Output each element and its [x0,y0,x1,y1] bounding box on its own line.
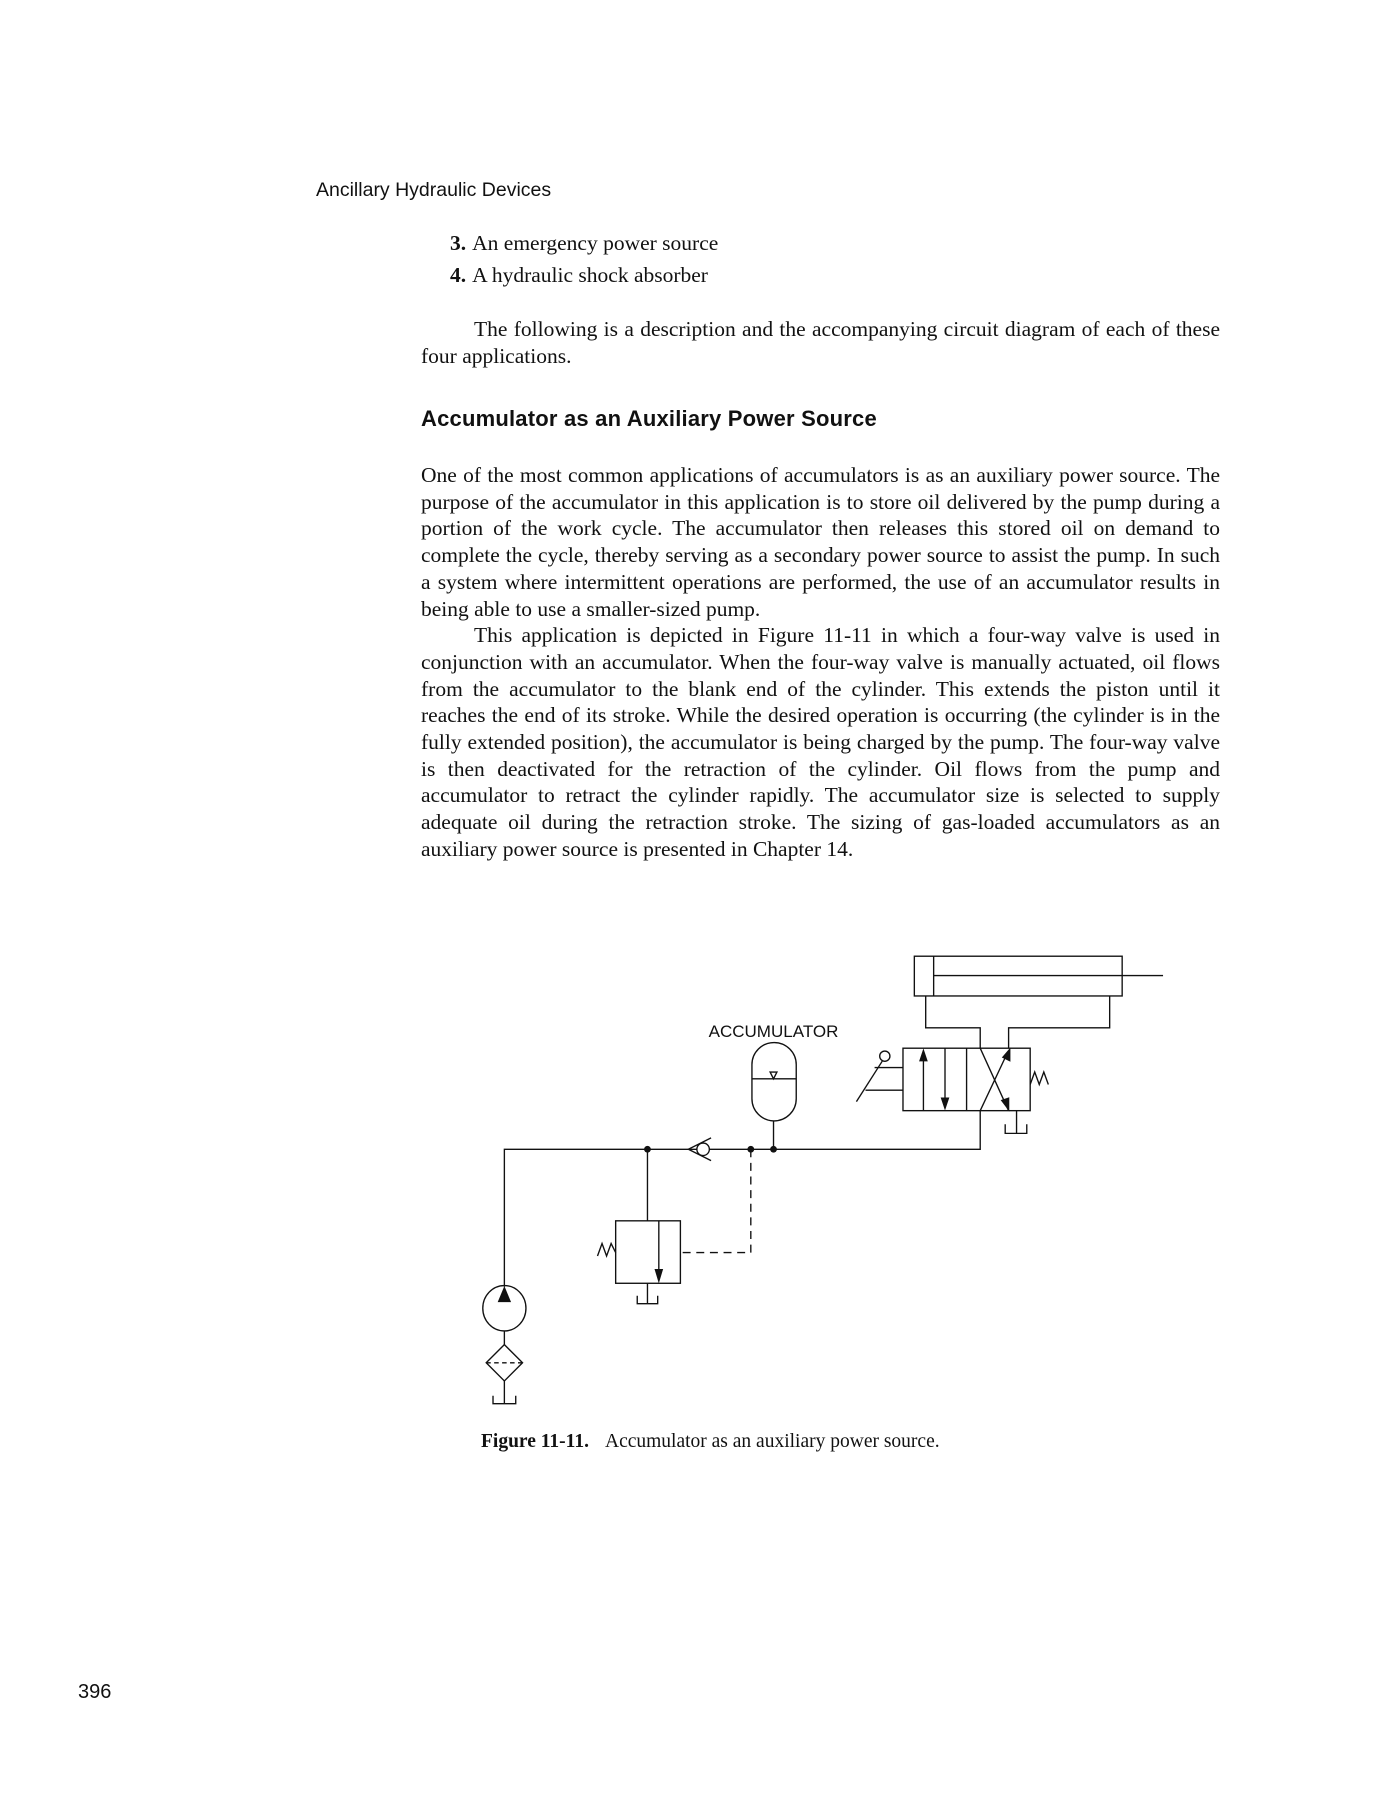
running-head: Ancillary Hydraulic Devices [316,179,552,201]
cylinder [914,956,1163,996]
caption-text: Accumulator as an auxiliary power source. [604,1431,940,1452]
spring-icon [597,1244,615,1256]
filter-icon [486,1345,522,1404]
list-text: A hydraulic shock absorber [472,263,708,287]
cylinder-lines [926,996,1110,1048]
section-heading: Accumulator as an Auxiliary Power Source [421,406,877,431]
body-paragraph: One of the most common applications of accumulators is as an auxiliary power source. The purpose of the accumulator in this application is to store oil delivered by the pump during a portion of the work cycle. The accumulator then releases this stored oil on demand to complete the cycle, thereby serving as a secondary power source to assist the pump. In such a system where intermittent operations are performed, the use of an accumulator results in being able to use a smaller-sized pump. [421,463,1220,621]
accumulator-icon [752,1043,796,1150]
intro-text: The following is a description and the accompanying circuit diagram of each of these four applications. [421,317,1220,368]
page-number: 396 [78,1681,112,1703]
accumulator-label: ACCUMULATOR [708,1021,839,1041]
tank-icon [1005,1111,1027,1134]
list-number: 3. [450,231,467,255]
figure-number: Figure 11-11. [481,1431,589,1452]
manual-lever-icon [856,1051,903,1102]
pilot-line [680,1149,750,1252]
four-way-valve [903,1048,1030,1110]
pump-icon [483,1286,526,1345]
figure-caption [481,1431,940,1453]
pressure-line [504,1111,980,1287]
relief-valve [597,1149,680,1303]
spring-icon [1030,1072,1048,1084]
body-paragraph: This application is depicted in Figure 11-11 in which a four-way valve is used in conjunction with an accumulator. When the four-way valve is manually actuated, oil flows from the accumulator to the blank end of the cylinder. This extends the piston until it reaches the end of its stroke. While the desired operation is occurring (the cylinder is in the fully extended position), the accumulator is being charged by the pump. The four-way valve is then deactivated for the retraction of the cylinder. Oil flows from the pump and accumulator to retract the cylinder rapidly. The accumulator size is selected to supply adequate oil during the retraction stroke. The sizing of gas-loaded accumulators as an auxiliary power source is presented in Chapter 14. [421,623,1220,861]
list-text: An emergency power source [472,231,719,255]
list-number: 4. [450,263,467,287]
